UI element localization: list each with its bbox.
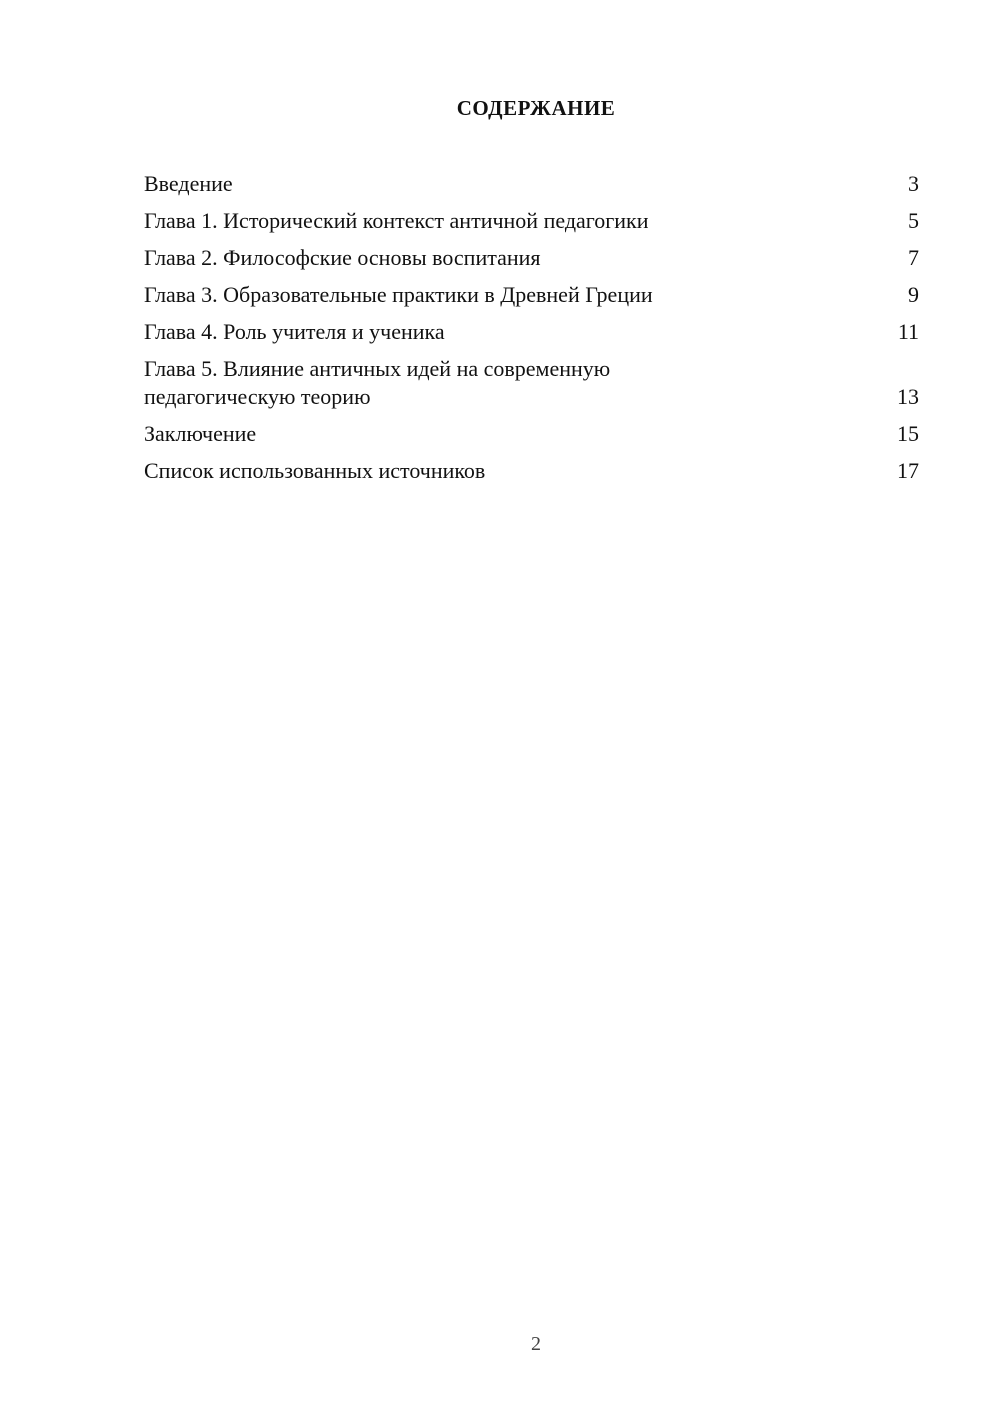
- toc-entry-introduction: [144, 170, 919, 198]
- toc-entry-page: 9: [908, 282, 919, 307]
- toc-entry-chapter-3: [144, 281, 919, 309]
- toc-entry-title: Заключение: [144, 421, 257, 446]
- toc-entry-title: Введение: [144, 171, 233, 196]
- toc-entry-page: 17: [897, 458, 919, 483]
- toc-entry-page: 5: [908, 208, 919, 233]
- toc-entry-title: Глава 1. Исторический контекст античной педагогики: [144, 208, 649, 233]
- toc-entry-chapter-2: [144, 244, 919, 272]
- toc-entry-page: 11: [897, 319, 919, 344]
- toc-entry-page: 3: [908, 171, 919, 196]
- toc-entry-chapter-4: [144, 318, 919, 346]
- toc-entry-title: Глава 4. Роль учителя и ученика: [144, 319, 445, 344]
- toc-entry-title: Глава 3. Образовательные практики в Древней Греции: [144, 282, 653, 307]
- toc-entry-conclusion: [144, 420, 919, 448]
- toc-entry-chapter-1: [144, 207, 919, 235]
- toc-entry-title: Глава 5. Влияние античных идей на современную педагогическую теорию: [144, 356, 611, 409]
- page-title: СОДЕРЖАНИЕ: [456, 96, 616, 120]
- toc-entry-chapter-5: [144, 355, 919, 411]
- toc-entry-page: 13: [897, 384, 919, 409]
- table-of-contents: [144, 170, 919, 494]
- toc-entry-references: [144, 457, 919, 485]
- toc-entry-title: Список использованных источников: [144, 458, 486, 483]
- toc-entry-page: 15: [897, 421, 919, 446]
- toc-entry-page: 7: [908, 245, 919, 270]
- toc-entry-title: Глава 2. Философские основы воспитания: [144, 245, 541, 270]
- page-number: 2: [531, 1333, 541, 1355]
